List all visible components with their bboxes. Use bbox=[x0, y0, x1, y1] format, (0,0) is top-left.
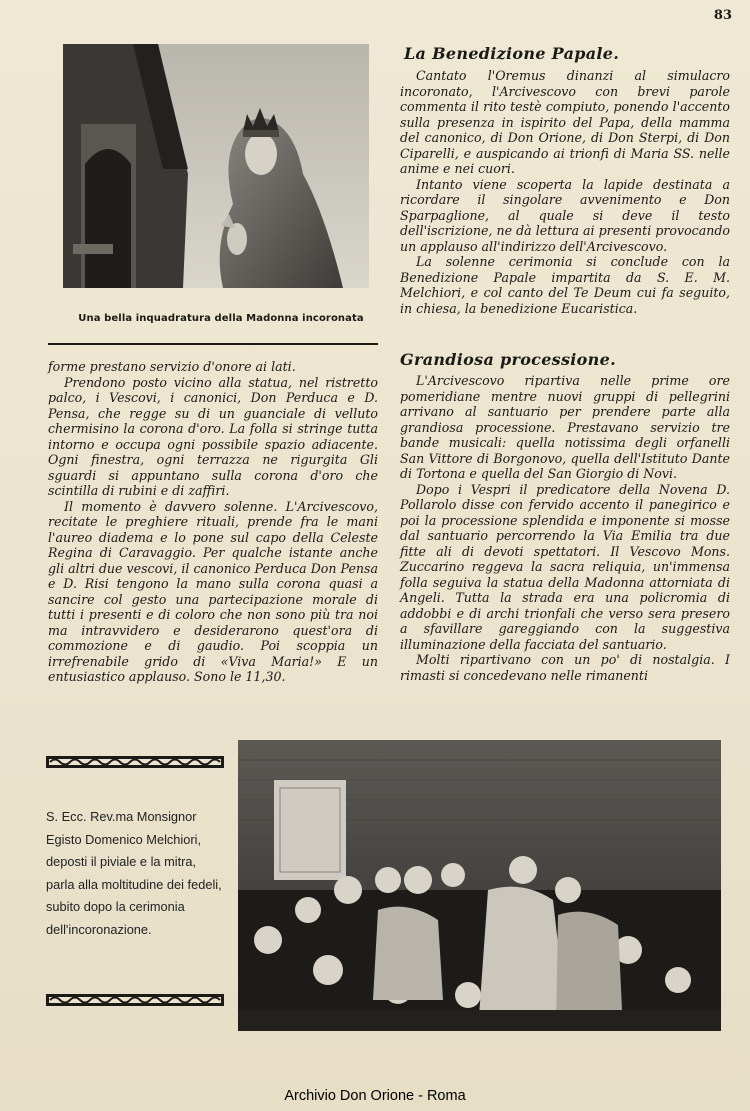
paragraph: Intanto viene scoperta la lapide destinata a ricordare il singolare avvenimento e Don Sparpaglione, al quale si deve il testo dell'iscrizione, ne dà lettura ai presenti provocando un applauso all'indirizzo dell'Arcivescovo. bbox=[400, 176, 730, 254]
section-benedizione-text bbox=[400, 68, 730, 316]
paragraph: Il momento è davvero solenne. L'Arcivescovo, recitate le preghiere rituali, prende fra le mani l'aureo diadema e lo pone sul capo della Celeste Regina di Caravaggio. Per qualche istante anche gli altri due vescovi, il canonico Perduca Don Pensa e D. Risi tengono la mano sulla corona quasi a sancire col gesto una partecipazione morale di tutti i presenti e di coloro che non sono più tra noi ma intravvidero e desiderarono quest'ora di commozione e di gaudio. Poi scoppia un irrefrenabile grido di «Viva Maria!» E un entusiastico applauso. Sono le 11,30. bbox=[48, 498, 378, 684]
madonna-photo-caption: Una bella inquadratura della Madonna incoronata bbox=[78, 313, 364, 324]
decorative-ornament-icon bbox=[46, 752, 224, 772]
section-processione-text bbox=[400, 373, 730, 683]
divider-rule bbox=[48, 343, 378, 345]
page-number: 83 bbox=[713, 8, 732, 23]
paragraph: forme prestano servizio d'onore ai lati. bbox=[48, 359, 296, 374]
paragraph: La solenne cerimonia si conclude con la Benedizione Papale impartita da S. E. M. Melchiori, e col canto del Te Deum cui fa seguito, in chiesa, la benedizione Eucaristica. bbox=[400, 254, 730, 316]
paragraph: Molti ripartivano con un po' di nostalgia. I rimasti si concedevano nelle rimanenti bbox=[400, 652, 730, 683]
madonna-photo bbox=[63, 44, 369, 288]
melchiori-photo-caption: S. Ecc. Rev.ma Monsignor Egisto Domenico Melchiori, deposti il piviale e la mitra, parla alla moltitudine dei fedeli, subito dopo la cerimonia dell'incoronazione. bbox=[46, 809, 222, 937]
paragraph: Prendono posto vicino alla statua, nel ristretto palco, i Vescovi, i canonici, Don Perduca e D. Pensa, che regge su di un guanciale di velluto chermisino la corona d'oro. La folla si stringe tutta intorno e occupa ogni possibile spazio adiacente. Ogni finestra, ogni terrazza ne rigurgita Gli sguardi si appuntano sulla corona d'oro che scintilla di rubini e di zaffiri. bbox=[48, 374, 378, 498]
section-heading-benedizione: La Benedizione Papale. bbox=[404, 44, 620, 63]
section-heading-processione: Grandiosa processione. bbox=[400, 350, 616, 369]
paragraph: L'Arcivescovo ripartiva nelle prime ore pomeridiane mentre nuovi gruppi di pellegrini arrivano al santuario per prendere parte alla grandiosa processione. Prestavano servizio tre bande musicali: quella notissima degli orfanelli San Vittore di Borgonovo, quella dell'Istituto Dante di Tortona e quella del San Giorgio di Novi. bbox=[400, 373, 730, 481]
paragraph: Cantato l'Oremus dinanzi al simulacro incoronato, l'Arcivescovo con brevi parole commenta il rito testè compiuto, ponendo l'accento sulla presenza in ispirito del Papa, della mamma del canonico, di Don Orione, di Don Sterpi, di Don Ciparelli, e auspicando ai trionfi di Maria SS. nelle anime e nei cuori. bbox=[400, 68, 730, 176]
footer-archive-credit: Archivio Don Orione - Roma bbox=[284, 1088, 466, 1104]
paragraph: Dopo i Vespri il predicatore della Novena D. Pollarolo disse con fervido accento il panegirico e poi la processione splendida e imponente si mosse dal santuario percorrendo la Via Emilia tra due fitte ali di devoti spettatori. Il Vescovo Mons. Zuccarino reggeva la sacra reliquia, un'immensa folla seguiva la statua della Madonna attorniata di Angeli. Tutta la strada era una policromia di addobbi e di archi trionfali che verso sera presero a sfavillare gareggiando con la suggestiva illuminazione della facciata del santuario. bbox=[400, 481, 730, 652]
melchiori-crowd-photo bbox=[238, 740, 721, 1031]
left-column-text bbox=[48, 359, 378, 685]
decorative-ornament-icon bbox=[46, 990, 224, 1010]
